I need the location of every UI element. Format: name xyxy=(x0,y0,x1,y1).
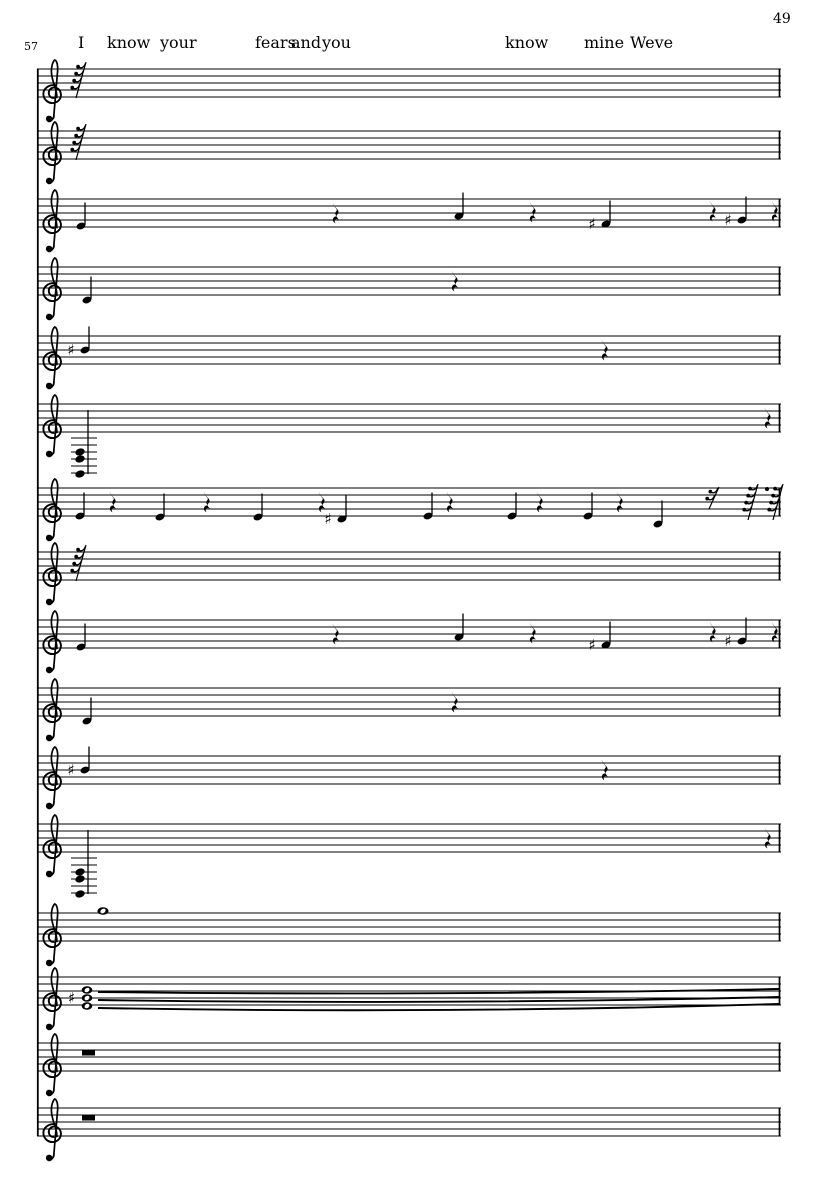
staff-9 xyxy=(37,611,781,672)
rest-hook-dot xyxy=(74,134,78,138)
rest-hook-dot xyxy=(742,508,746,512)
sharp-sign: ♯ xyxy=(724,211,732,229)
clef-tail-dot xyxy=(47,247,51,251)
clef-tail-dot xyxy=(47,315,51,319)
rest-hook-dot xyxy=(708,490,712,494)
sharp-sign: ♯ xyxy=(724,632,732,650)
rest-hook-dot xyxy=(76,65,80,69)
quarter-rest xyxy=(530,202,536,223)
rest-flag xyxy=(705,487,719,509)
clef-tail-dot xyxy=(47,384,51,388)
rest-hook-dot xyxy=(70,148,74,152)
rest-hook-dot xyxy=(767,508,771,512)
rest-hook-dot xyxy=(744,501,748,505)
staff-11 xyxy=(37,747,781,809)
clef-tail-dot xyxy=(47,452,51,456)
staff-14 xyxy=(37,968,781,1029)
clef-bowl xyxy=(43,283,61,301)
rest-hook-dot xyxy=(72,79,76,83)
quarter-note xyxy=(507,493,518,521)
staff-2 xyxy=(37,122,781,183)
whole-rest xyxy=(82,1115,95,1121)
clef-tail-dot xyxy=(47,961,51,965)
clef-tail-dot xyxy=(47,536,51,540)
quarter-rest xyxy=(710,622,716,643)
rest-hook-dot xyxy=(748,487,752,491)
notehead xyxy=(74,469,85,478)
quarter-note xyxy=(76,203,87,231)
rest-hook-dot xyxy=(746,494,750,498)
clef-bowl xyxy=(43,352,61,370)
lyric-word: know xyxy=(107,33,151,52)
staff-15 xyxy=(37,1034,781,1095)
clef-tail-dot xyxy=(47,600,51,604)
rest-hook-dot xyxy=(74,72,78,76)
clef-tail-dot xyxy=(47,1025,51,1029)
lyric-word: and xyxy=(291,33,322,52)
clef-tail-dot xyxy=(47,668,51,672)
sharp-sign: ♯ xyxy=(67,341,75,359)
rest-hook-dot xyxy=(76,548,80,552)
rest-hook-dot xyxy=(769,501,773,505)
quarter-note xyxy=(155,494,166,522)
quarter-note xyxy=(737,197,748,225)
lyric-word: you xyxy=(322,33,351,52)
clef-bowl xyxy=(43,840,61,858)
rest-hook-dot xyxy=(771,494,775,498)
note-cluster xyxy=(71,410,97,479)
rest-hook-dot xyxy=(76,127,80,131)
sharp-sign: ♯ xyxy=(67,761,75,779)
rest-flag xyxy=(70,545,86,581)
clef-bowl xyxy=(43,420,61,438)
rest-flag xyxy=(70,62,86,98)
rest-flag xyxy=(70,124,86,160)
rest-hook-dot xyxy=(773,487,777,491)
staff-6 xyxy=(37,395,781,479)
clef-tail-dot xyxy=(47,804,51,808)
quarter-rest xyxy=(772,622,778,643)
lyric-word: I xyxy=(78,33,85,52)
quarter-note xyxy=(75,493,86,521)
staff-3 xyxy=(37,190,781,251)
clef-bowl xyxy=(43,504,61,522)
clef-bowl xyxy=(43,929,61,947)
lyric-word: know xyxy=(505,33,549,52)
notehead xyxy=(74,867,85,876)
staff-1 xyxy=(37,60,781,121)
notehead xyxy=(74,889,85,898)
clef-tail-dot xyxy=(47,872,51,876)
staff-7 xyxy=(37,479,783,540)
quarter-note xyxy=(423,493,434,521)
quarter-note xyxy=(454,193,465,221)
rest-hook-dot xyxy=(72,141,76,145)
clef-bowl xyxy=(43,636,61,654)
staff-16 xyxy=(37,1099,781,1160)
sharp-sign: ♯ xyxy=(588,636,596,654)
notehead xyxy=(74,874,85,883)
staff-10 xyxy=(37,679,781,740)
quarter-note xyxy=(653,501,664,529)
clef-tail-dot xyxy=(47,736,51,740)
whole-rest xyxy=(82,1050,95,1056)
quarter-note xyxy=(601,622,612,650)
sharp-sign: ♯ xyxy=(324,510,332,528)
rest-hook-dot xyxy=(705,497,709,501)
clef-bowl xyxy=(43,1124,61,1142)
quarter-note xyxy=(80,327,91,355)
clef-bowl xyxy=(43,704,61,722)
clef-bowl xyxy=(43,147,61,165)
clef-tail-dot xyxy=(47,1156,51,1160)
quarter-note xyxy=(601,201,612,229)
lyric-word: fears xyxy=(255,33,296,52)
clef-tail-dot xyxy=(47,1091,51,1095)
measure-number: 57 xyxy=(24,40,38,53)
quarter-note xyxy=(80,747,91,775)
clef-bowl xyxy=(43,993,61,1011)
augmentation-dot xyxy=(765,487,769,491)
staff-13 xyxy=(37,904,781,965)
sharp-sign: ♯ xyxy=(588,215,596,233)
quarter-note xyxy=(337,496,348,524)
staff-8 xyxy=(37,543,781,604)
notehead xyxy=(74,454,85,463)
quarter-note xyxy=(737,618,748,646)
staff-12 xyxy=(37,815,781,899)
quarter-rest xyxy=(530,623,536,644)
clef-tail-dot xyxy=(47,117,51,121)
clef-tail-dot xyxy=(47,179,51,183)
clef-bowl xyxy=(43,1059,61,1077)
rest-hook-dot xyxy=(70,569,74,573)
sharp-sign: ♯ xyxy=(68,989,76,1007)
rest-hook-dot xyxy=(70,86,74,90)
lyric-word: mine xyxy=(584,33,625,52)
page-number: 49 xyxy=(773,11,791,27)
clef-bowl xyxy=(43,85,61,103)
staff-5 xyxy=(37,327,781,389)
quarter-rest xyxy=(710,201,716,222)
quarter-rest xyxy=(772,201,778,222)
notehead xyxy=(74,447,85,456)
note-cluster xyxy=(71,830,97,899)
quarter-note xyxy=(253,494,264,522)
clef-bowl xyxy=(43,772,61,790)
quarter-note xyxy=(454,614,465,642)
lyric-word: your xyxy=(160,33,197,52)
quarter-note xyxy=(76,624,87,652)
rest-hook-dot xyxy=(74,555,78,559)
whole-note xyxy=(97,907,108,915)
quarter-note xyxy=(583,493,594,521)
staff-4 xyxy=(37,258,781,319)
lyric-word: Weve xyxy=(630,33,674,52)
clef-bowl xyxy=(43,568,61,586)
clef-bowl xyxy=(43,215,61,233)
rest-hook-dot xyxy=(72,562,76,566)
